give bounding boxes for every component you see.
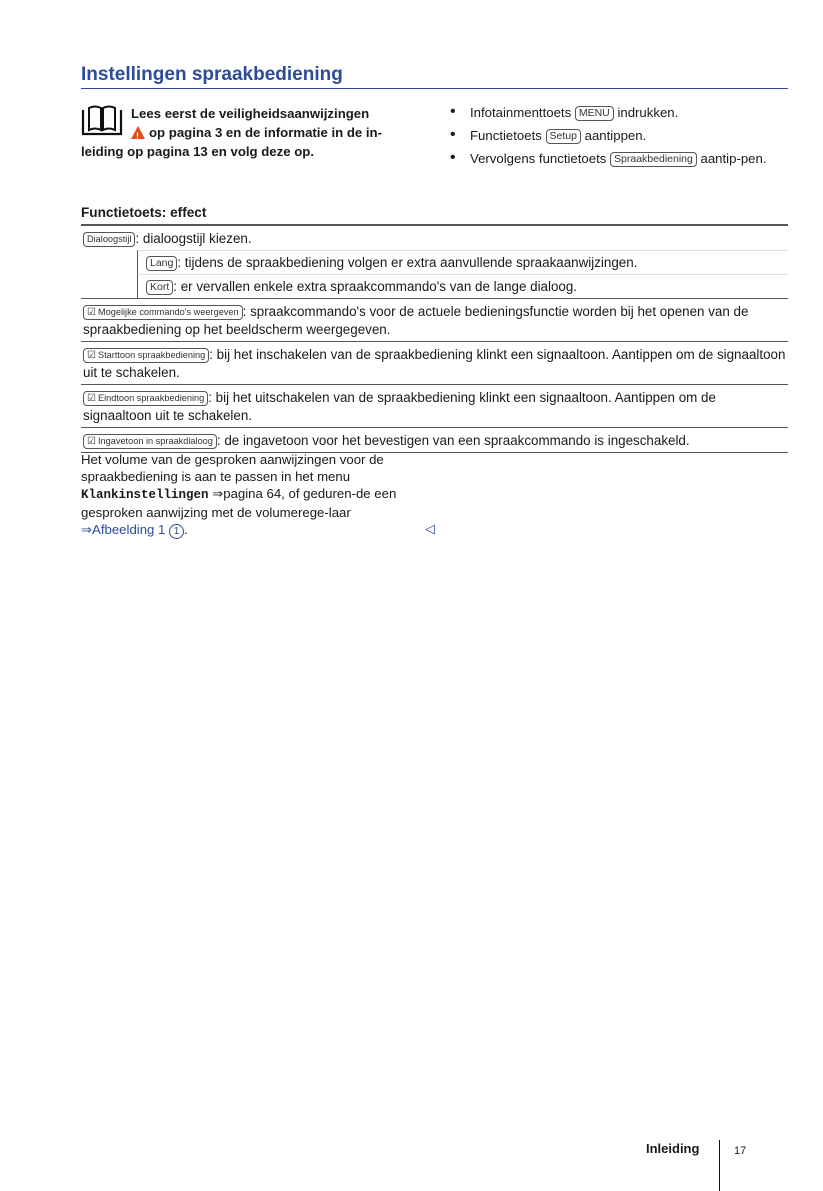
table-row: Kort : er vervallen enkele extra spraakcommando's van de lange dialoog. xyxy=(137,274,788,298)
dialoogstijl-key: Dialoogstijl xyxy=(83,232,135,247)
notice-line-3: leiding op pagina 13 en volg deze op. xyxy=(81,144,315,159)
menu-name: Klankinstellingen xyxy=(81,488,209,502)
end-marker-icon: ◁ xyxy=(425,521,435,536)
table-row: ☑ Ingavetoon in spraakdialoog : de ingavetoon voor het bevestigen van een spraakcommando is ingeschakeld. xyxy=(81,427,788,453)
table-row: ☑ Starttoon spraakbediening : bij het inschakelen van de spraakbediening klinkt een signaaltoon. Aantippen om de signaaltoon uit te schakelen. xyxy=(81,341,788,384)
kort-key: Kort xyxy=(146,280,173,295)
list-item: • Functietoets Setup aantippen. xyxy=(450,127,790,144)
volume-paragraph: Het volume van de gesproken aanwijzingen voor de spraakbediening is aan te passen in het menu Klankinstellingen ⇒pagina 64, of geduren-de een gesproken aanwijzing met de volumerege-laar ⇒Afbeelding 1 1 . xyxy=(81,452,397,537)
step-list xyxy=(450,104,790,173)
warning-triangle-icon xyxy=(131,126,145,139)
table-row: ☑ Eindtoon spraakbediening : bij het uitschakelen van de spraakbediening klinkt een signaaltoon. Aantippen om de signaaltoon uit te schakelen. xyxy=(81,384,788,427)
title-rule xyxy=(81,88,788,89)
footer-divider xyxy=(719,1140,720,1191)
eindtoon-checkbox-key: ☑ Eindtoon spraakbediening xyxy=(83,391,208,406)
menu-key: MENU xyxy=(575,106,614,121)
setup-key: Setup xyxy=(546,129,581,144)
spraakbediening-key: Spraakbediening xyxy=(610,152,697,167)
table-row: ☑ Mogelijke commando's weergeven : spraakcommando's voor de actuele bedieningsfunctie worden bij het openen van de spraakbediening op het beeldscherm weergegeven. xyxy=(81,298,788,341)
list-item: • Infotainmenttoets MENU indrukken. xyxy=(450,104,790,121)
page-number: 17 xyxy=(734,1145,747,1157)
list-item: • Vervolgens functietoets Spraakbediening aantip-pen. xyxy=(450,150,790,167)
table-row: Dialoogstijl : dialoogstijl kiezen. xyxy=(81,224,788,250)
figure-link[interactable]: ⇒Afbeelding 1 xyxy=(81,522,166,537)
notice-line-2: !op pagina 3 en de informatie in de in- xyxy=(81,123,426,142)
table-row: Lang : tijdens de spraakbediening volgen er extra aanvullende spraakaanwijzingen. xyxy=(137,250,788,274)
lang-key: Lang xyxy=(146,256,177,271)
book-icon xyxy=(81,104,123,136)
starttoon-checkbox-key: ☑ Starttoon spraakbediening xyxy=(83,348,209,363)
section-title: Instellingen spraakbediening xyxy=(81,64,343,85)
table-heading: Functietoets: effect xyxy=(81,205,207,220)
safety-notice xyxy=(81,104,426,161)
callout-number: 1 xyxy=(169,524,184,539)
function-table xyxy=(81,224,788,453)
ingavetoon-checkbox-key: ☑ Ingavetoon in spraakdialoog xyxy=(83,434,217,449)
chapter-label: Inleiding xyxy=(646,1141,700,1156)
commandos-checkbox-key: ☑ Mogelijke commando's weergeven xyxy=(83,305,243,320)
notice-line-1: Lees eerst de veiligheidsaanwijzingen xyxy=(131,106,370,121)
